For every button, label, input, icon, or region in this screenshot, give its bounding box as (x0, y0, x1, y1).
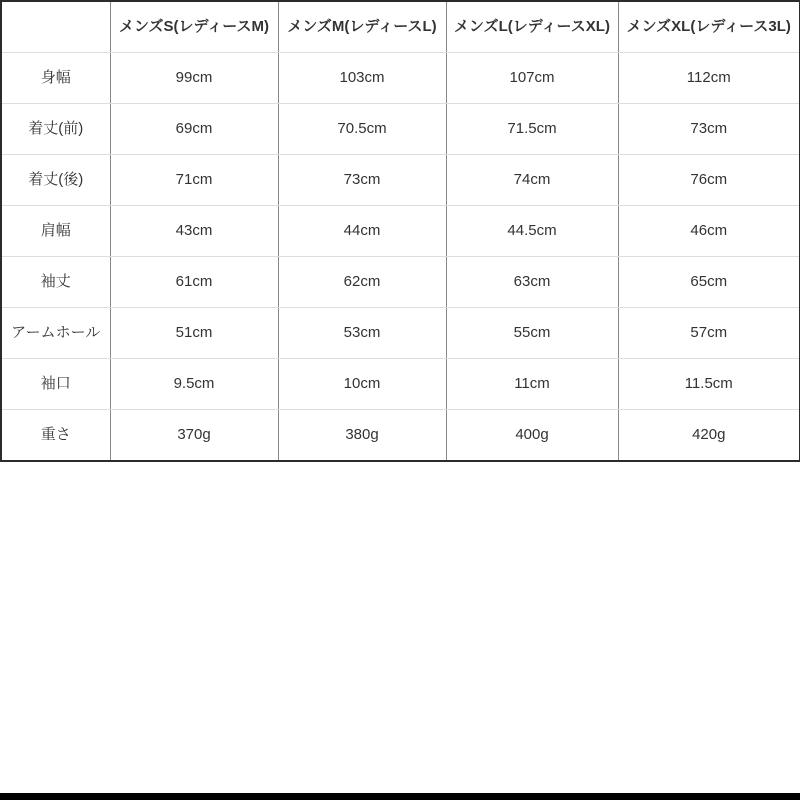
column-header-mens-s: メンズS(レディースM) (110, 1, 278, 53)
table-row-weight (1, 410, 800, 462)
size-value-cell: 65cm (618, 257, 800, 308)
bottom-divider-bar (0, 793, 800, 800)
column-header-mens-xl: メンズXL(レディース3L) (618, 1, 800, 53)
size-value-cell: 9.5cm (110, 359, 278, 410)
size-value-cell: 43cm (110, 206, 278, 257)
table-row-shoulder-width (1, 206, 800, 257)
size-value-cell: 420g (618, 410, 800, 462)
size-value-cell: 53cm (278, 308, 446, 359)
size-value-cell: 71.5cm (446, 104, 618, 155)
row-label-cell: アームホール (1, 308, 110, 359)
row-label-cell: 肩幅 (1, 206, 110, 257)
size-value-cell: 51cm (110, 308, 278, 359)
table-row-sleeve-length (1, 257, 800, 308)
size-value-cell: 74cm (446, 155, 618, 206)
header-row (1, 1, 800, 53)
size-chart-header (1, 1, 800, 53)
size-value-cell: 63cm (446, 257, 618, 308)
size-value-cell: 44.5cm (446, 206, 618, 257)
size-value-cell: 55cm (446, 308, 618, 359)
table-row-length-back (1, 155, 800, 206)
row-label-cell: 身幅 (1, 53, 110, 104)
size-value-cell: 70.5cm (278, 104, 446, 155)
size-value-cell: 44cm (278, 206, 446, 257)
table-row-cuff (1, 359, 800, 410)
size-value-cell: 99cm (110, 53, 278, 104)
size-value-cell: 11cm (446, 359, 618, 410)
size-value-cell: 73cm (278, 155, 446, 206)
column-header-mens-l: メンズL(レディースXL) (446, 1, 618, 53)
table-row-body-width (1, 53, 800, 104)
corner-cell (1, 1, 110, 53)
table-row-armhole (1, 308, 800, 359)
size-value-cell: 112cm (618, 53, 800, 104)
size-value-cell: 11.5cm (618, 359, 800, 410)
size-value-cell: 46cm (618, 206, 800, 257)
size-value-cell: 370g (110, 410, 278, 462)
size-value-cell: 107cm (446, 53, 618, 104)
size-value-cell: 103cm (278, 53, 446, 104)
size-value-cell: 76cm (618, 155, 800, 206)
row-label-cell: 着丈(後) (1, 155, 110, 206)
size-value-cell: 57cm (618, 308, 800, 359)
row-label-cell: 重さ (1, 410, 110, 462)
size-value-cell: 69cm (110, 104, 278, 155)
size-chart-body (1, 53, 800, 462)
size-value-cell: 10cm (278, 359, 446, 410)
row-label-cell: 着丈(前) (1, 104, 110, 155)
table-row-length-front (1, 104, 800, 155)
size-value-cell: 400g (446, 410, 618, 462)
row-label-cell: 袖口 (1, 359, 110, 410)
column-header-mens-m: メンズM(レディースL) (278, 1, 446, 53)
size-value-cell: 73cm (618, 104, 800, 155)
size-value-cell: 62cm (278, 257, 446, 308)
size-value-cell: 61cm (110, 257, 278, 308)
size-value-cell: 380g (278, 410, 446, 462)
row-label-cell: 袖丈 (1, 257, 110, 308)
size-value-cell: 71cm (110, 155, 278, 206)
